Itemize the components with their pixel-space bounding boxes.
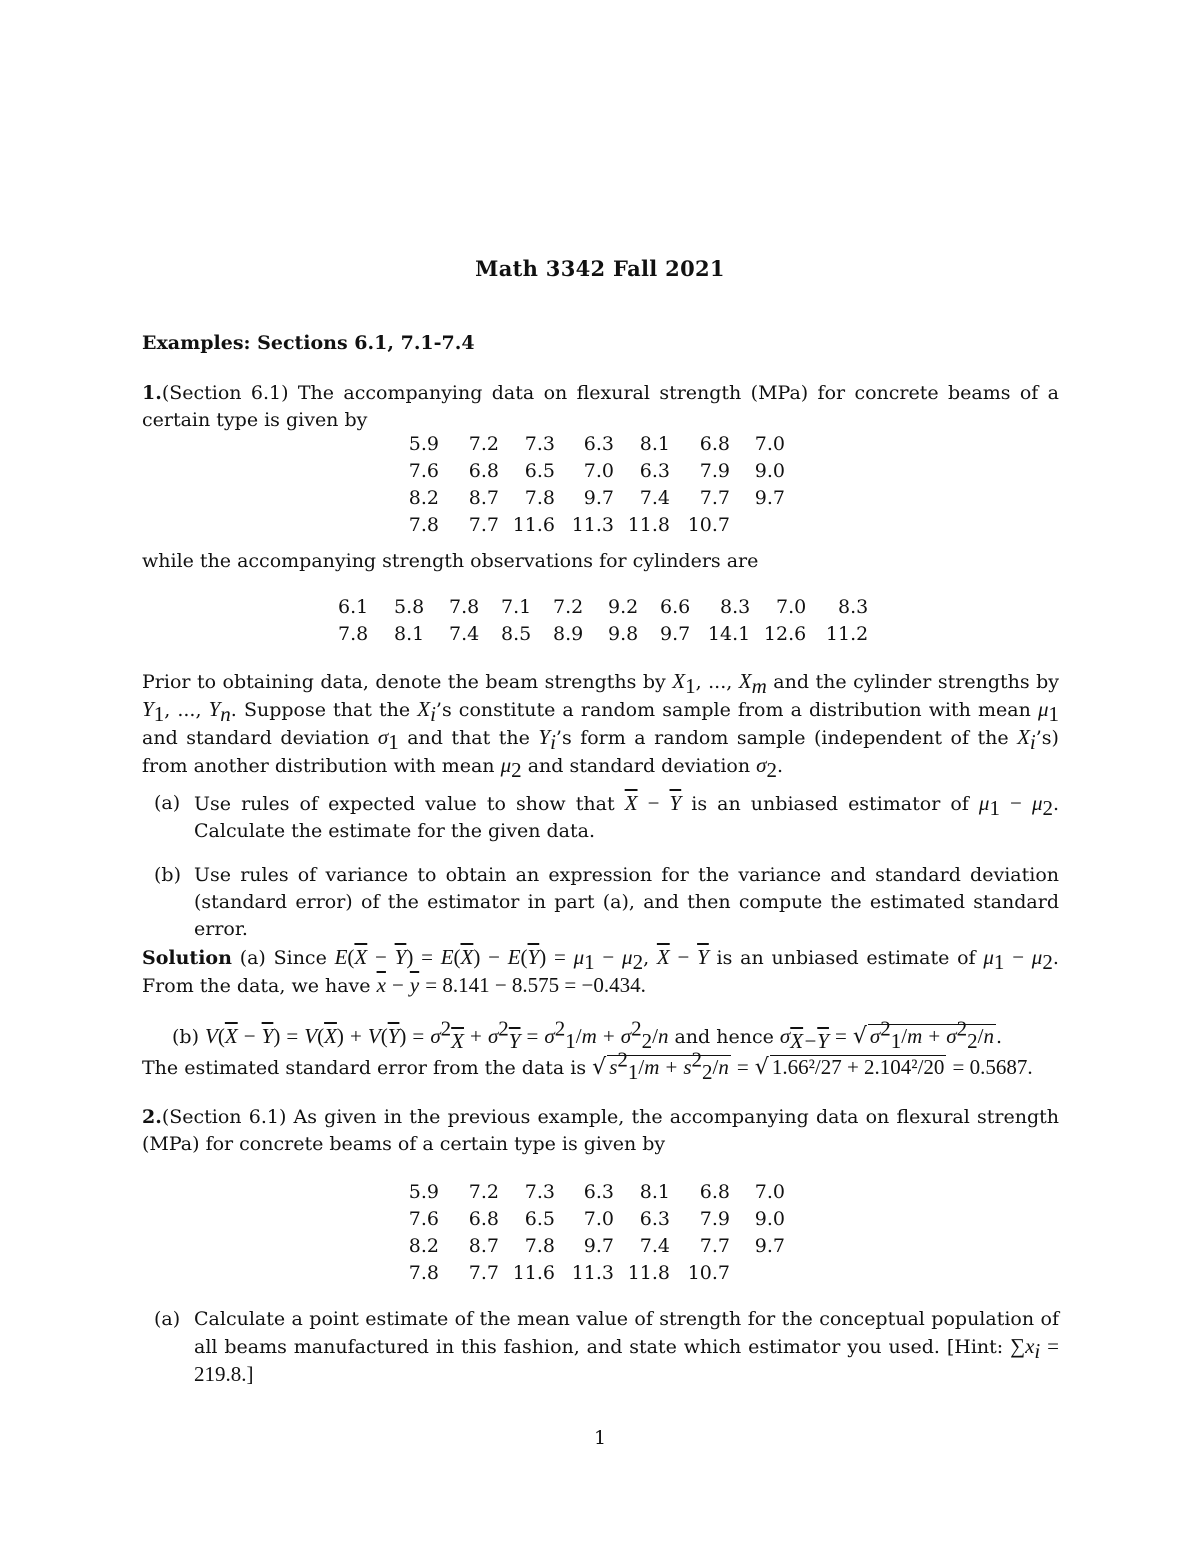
example-2-intro: [142, 1104, 1059, 1158]
beam-row: [408, 458, 785, 485]
solution-b-numeric: 1.66²/27 + 2.104²/20: [771, 1055, 945, 1079]
beam2-cell: 6.3: [583, 1181, 614, 1203]
beam-cell: 6.5: [524, 460, 555, 482]
cylinder-cell: 9.8: [608, 623, 639, 645]
cylinder-cell: 5.8: [394, 596, 425, 618]
beam2-cell: 10.7: [687, 1262, 730, 1284]
beam2-row: [408, 1233, 785, 1260]
prior-paragraph: Prior to obtaining data, denote the beam strengths by $X_1$, ..., $X_m$ and the cylinder strengths by $Y_1$, ..., $Y_n$. Suppose that the $X_i’s$ constitute a random sample from a distribution with mean $\mu_1$ and standard deviation $\sigma_1$ and that the $Y_i’s$ form a random sample (independent of the $X_i’s$) from another distribution with mean $\mu_2$ and standard deviation $\sigma_2$.: [142, 669, 1060, 782]
beam-cell: 7.7: [468, 514, 499, 536]
beam2-cell: 7.9: [699, 1208, 730, 1230]
prior-text-5: and standard deviation: [142, 727, 370, 749]
beam-cell: 9.7: [754, 487, 785, 509]
beam-cell: 6.8: [699, 433, 730, 455]
beam-cell: 5.9: [408, 433, 439, 455]
page-number: 1: [593, 1427, 607, 1449]
beam2-cell: 9.7: [754, 1235, 785, 1257]
cylinder-cell: 9.2: [608, 596, 639, 618]
example-1-intro: [142, 380, 1059, 434]
cylinder-cell: 8.3: [838, 596, 869, 618]
solution-label: Solution: [142, 947, 232, 969]
prior-text-7: ’s form a random sample (independent of the: [555, 727, 1009, 749]
example-1-intro-text: (Section 6.1) The accompanying data on flexural strength (MPa) for concrete beams of a certain type is given by: [142, 382, 1059, 431]
beam-cell: 9.7: [583, 487, 614, 509]
cylinder-cell: 7.0: [776, 596, 807, 618]
beam-cell: 8.1: [639, 433, 670, 455]
beam-cell: 6.3: [639, 460, 670, 482]
ex2-hint-value: = 219.8.]: [194, 1334, 1060, 1386]
beam-cell: 7.9: [699, 460, 730, 482]
cylinder-cell: 6.1: [338, 596, 369, 618]
cylinder-cell: 6.6: [660, 596, 691, 618]
cylinder-cell: 7.4: [449, 623, 480, 645]
beam2-cell: 7.7: [699, 1235, 730, 1257]
beam2-cell: 7.0: [583, 1208, 614, 1230]
beam2-cell: 7.2: [468, 1181, 499, 1203]
solution-a: Solution (a) Since $E(\overline{X} - \overline{Y}) = E(\overline{X}) - E(\overline{Y}) = \mu_1 - \mu_2$, $\overline{X} - \overline{Y}$ is an unbiased estimate of $\mu_1 - \mu_2$. From the data, we have $\overline{x} - \overline{y} = 8.141 - 8.575 = -0.434$.: [142, 945, 1059, 997]
beam2-cell: 7.8: [408, 1262, 439, 1284]
beam-cell: 7.8: [524, 487, 555, 509]
example-2-intro-text: (Section 6.1) As given in the previous example, the accompanying data on flexural strength (MPa) for concrete beams of a certain type is given by: [142, 1106, 1059, 1155]
beam2-row: [408, 1179, 785, 1206]
beam2-cell: 5.9: [408, 1181, 439, 1203]
beam-cell: 7.7: [699, 487, 730, 509]
beam2-cell: 7.7: [468, 1262, 499, 1284]
cylinder-cell: 14.1: [707, 623, 751, 645]
beam2-cell: 6.8: [468, 1208, 499, 1230]
prior-text-1: Prior to obtaining data, denote the beam strengths by: [142, 671, 666, 693]
beam2-cell: 7.0: [754, 1181, 785, 1203]
ex2-part-a: (a) Calculate a point estimate of the mean value of strength for the conceptual population of all beams manufactured in this fashion, and state which estimator you used. [Hint: $\sum x_i = 219.8$.]: [154, 1308, 1060, 1386]
example-2-parts: [142, 1306, 1059, 1389]
example-1-number: 1.: [142, 382, 162, 404]
beam2-cell: [730, 1260, 785, 1287]
solution-a-text-1: (a) Since: [239, 947, 327, 969]
beam2-cell: 11.8: [627, 1262, 670, 1284]
beam-cell: 7.0: [754, 433, 785, 455]
cylinder-row: [338, 621, 868, 648]
part-a-text-3: . Calculate the estimate for the given data.: [194, 793, 1060, 842]
solution-a-calc: = 8.141 − 8.575 = −0.434.: [425, 973, 646, 997]
beam-cell: 7.6: [408, 460, 439, 482]
cylinder-cell: 8.3: [720, 596, 751, 618]
cylinder-cell: 11.2: [825, 623, 869, 645]
section-heading: Examples: Sections 6.1, 7.1-7.4: [142, 332, 475, 354]
part-a-label: (a): [154, 792, 181, 814]
beam-cell: 11.8: [627, 514, 670, 536]
beam2-cell: 7.3: [524, 1181, 555, 1203]
cylinder-row: [338, 594, 868, 621]
beam-cell: 11.6: [512, 514, 555, 536]
beam-data-table: [408, 431, 785, 539]
solution-a-text-2: is an unbiased estimate of: [716, 947, 976, 969]
part-a: (a) Use rules of expected value to show that $\overline{X} - \overline{Y}$ is an unbiased estimator of $\mu_1 - \mu_2$. Calculate the estimate for the given data.: [154, 791, 1060, 842]
part-b-text: Use rules of variance to obtain an expression for the variance and standard deviation (standard error) of the estimator in part (a), and then compute the estimated standard error.: [194, 864, 1059, 940]
solution-b-hence: and hence: [674, 1026, 774, 1048]
beam2-cell: 6.8: [699, 1181, 730, 1203]
beam-cell: 8.7: [468, 487, 499, 509]
beam2-cell: 7.4: [639, 1235, 670, 1257]
part-b: [142, 862, 1059, 943]
beam2-cell: 8.2: [408, 1235, 439, 1257]
solution-b-line-1: (b) $V(\overline{X} - \overline{Y}) = V(\overline{X}) + V(\overline{Y}) = \sigma^2_{\overline{X}} + \sigma^2_{\overline{Y}} = \sigma^2_1/m + \sigma^2_2/n$ and hence $\sigma_{\overline{X}-\overline{Y}}$ = √ $\sigma^2_1/m + \sigma^2_2/n$ .: [172, 1016, 1002, 1053]
beam-cell: 7.2: [468, 433, 499, 455]
part-a-text-2: is an unbiased estimator of: [691, 793, 969, 815]
beam2-cell: 6.3: [639, 1208, 670, 1230]
beam-cell: 8.2: [408, 487, 439, 509]
example-2-number: 2.: [142, 1106, 162, 1128]
beam2-cell: 11.6: [512, 1262, 555, 1284]
beam-cell: 7.4: [639, 487, 670, 509]
prior-text-8: ’s) from another distribution with mean: [142, 727, 1059, 777]
beam-cell: [730, 512, 785, 539]
cylinder-cell: 7.1: [501, 596, 532, 618]
beam2-cell: 8.7: [468, 1235, 499, 1257]
solution-b-result: = 0.5687.: [952, 1055, 1033, 1079]
solution-b-label: (b): [172, 1026, 199, 1048]
beam-row: [408, 485, 785, 512]
beam2-cell: 7.6: [408, 1208, 439, 1230]
beam-row: [408, 431, 785, 458]
cylinder-cell: 8.5: [501, 623, 532, 645]
beam-cell: 6.3: [583, 433, 614, 455]
beam-cell: 7.3: [524, 433, 555, 455]
beam2-cell: 6.5: [524, 1208, 555, 1230]
prior-text-3: . Suppose that the: [230, 699, 411, 721]
ex2-part-a-label: (a): [154, 1308, 181, 1330]
beam-cell: 7.0: [583, 460, 614, 482]
solution-b-line-2: The estimated standard error from the data is √ $s^2_1/m + s^2_2/n$ = √ 1.66²/27 + 2.104²/20 = 0.5687.: [142, 1047, 1033, 1084]
beam2-cell: 9.7: [583, 1235, 614, 1257]
beam2-row: [408, 1206, 785, 1233]
ex2-part-a-text: Calculate a point estimate of the mean value of strength for the conceptual population of all beams manufactured in this fashion, and state which estimator you used. [Hint:: [194, 1308, 1059, 1358]
beam-cell: 10.7: [687, 514, 730, 536]
solution-a-text-3: From the data, we have: [142, 975, 371, 997]
beam-cell: 7.8: [408, 514, 439, 536]
cylinder-cell: 7.2: [553, 596, 584, 618]
beam-data-table-2: [408, 1179, 785, 1287]
prior-text-4: ’s constitute a random sample from a distribution with mean: [435, 699, 1031, 721]
prior-text-2: and the cylinder strengths by: [773, 671, 1059, 693]
beam-cell: 6.8: [468, 460, 499, 482]
cylinder-cell: 8.1: [394, 623, 425, 645]
prior-text-6: and that the: [407, 727, 530, 749]
prior-text-9: and standard deviation: [527, 755, 751, 777]
cylinder-cell: 12.6: [763, 623, 807, 645]
cylinder-cell: 7.8: [338, 623, 369, 645]
beam-cell: 11.3: [571, 514, 614, 536]
solution-b-text-2: The estimated standard error from the data is: [142, 1057, 587, 1079]
beam2-cell: 11.3: [571, 1262, 614, 1284]
cylinder-cell: 9.7: [660, 623, 691, 645]
beam-row: [408, 512, 785, 539]
example-1-parts: [142, 790, 1059, 943]
cylinder-data-table: [338, 594, 868, 648]
beam2-cell: 9.0: [754, 1208, 785, 1230]
part-a-text-1: Use rules of expected value to show that: [194, 793, 615, 815]
beam2-cell: 8.1: [639, 1181, 670, 1203]
page-title: Math 3342 Fall 2021: [475, 256, 725, 281]
cylinder-cell: 8.9: [553, 623, 584, 645]
cylinder-cell: 7.8: [449, 596, 480, 618]
beam2-cell: 7.8: [524, 1235, 555, 1257]
part-b-label: (b): [154, 864, 181, 886]
beam-cell: 9.0: [754, 460, 785, 482]
beam2-row: [408, 1260, 785, 1287]
cylinder-intro: while the accompanying strength observations for cylinders are: [142, 550, 759, 572]
